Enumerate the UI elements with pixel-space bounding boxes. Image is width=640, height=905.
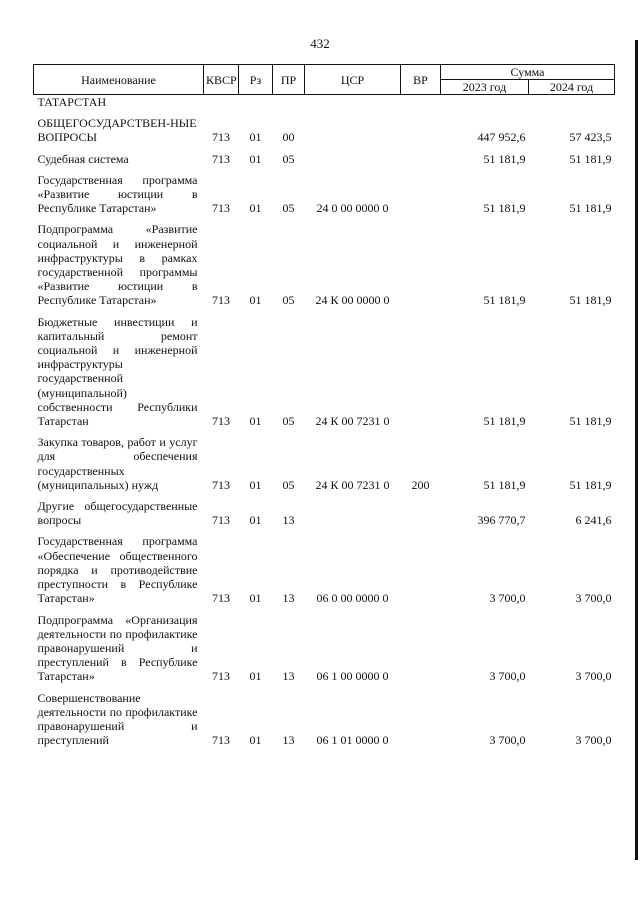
table-row [34,170,615,220]
header-sum: Сумма [441,65,615,80]
cell-rz: 01 [249,293,262,308]
cell-sum-2024: 6 241,6 [575,513,612,528]
cell-sum-2023: 3 700,0 [489,669,526,684]
table-header [34,65,615,95]
table-row [34,610,615,688]
cell-sum-2023: 447 952,6 [477,130,526,145]
cell-pr: 13 [282,513,295,528]
cell-name: Государственная программа «Развитие юстиции в Республике Татарстан» [37,172,198,216]
cell-vr [401,170,441,220]
cell-sum-2024: 3 700,0 [575,733,612,748]
header-name: Наименование [34,65,204,95]
header-pr: ПР [273,65,305,95]
header-csr: ЦСР [305,65,401,95]
cell-name: Государственная программа «Обеспечение общественного порядка и противодействие преступности в Республике Татарстан» [37,534,198,606]
cell-kvsr: 713 [212,733,230,748]
cell-sum-2024: 51 181,9 [569,477,612,492]
cell-name: Подпрограмма «Организация деятельности по профилактике правонарушений и преступлений в Республике Татарстан» [37,612,198,684]
cell-name: ТАТАРСТАН [37,95,107,109]
cell-vr [401,149,441,170]
cell-csr [305,496,401,531]
table-row [34,432,615,496]
cell-kvsr: 713 [212,151,230,166]
cell-sum-2023 [441,95,529,114]
cell-kvsr [204,95,239,114]
cell-kvsr: 713 [212,293,230,308]
cell-kvsr: 713 [212,477,230,492]
cell-pr: 05 [282,414,295,429]
cell-csr [305,113,401,148]
cell-sum-2023: 3 700,0 [489,733,526,748]
cell-rz: 01 [249,130,262,145]
cell-sum-2024: 57 423,5 [569,130,612,145]
cell-name: ОБЩЕГОСУДАРСТВЕН-НЫЕ ВОПРОСЫ [37,116,197,145]
cell-pr: 05 [282,201,295,216]
page-number: 432 [310,36,330,51]
cell-rz: 01 [249,414,262,429]
cell-sum-2023: 396 770,7 [477,513,526,528]
cell-vr [401,610,441,688]
cell-sum-2024: 3 700,0 [575,591,612,606]
cell-vr [401,312,441,433]
cell-sum-2023: 51 181,9 [483,414,526,429]
cell-sum-2024 [529,95,615,114]
cell-kvsr: 713 [212,201,230,216]
cell-vr [401,496,441,531]
cell-pr: 05 [282,477,295,492]
cell-csr: 24 К 00 0000 0 [315,293,390,308]
header-rz: Рз [239,65,273,95]
cell-pr: 00 [282,130,295,145]
table-body [34,95,615,752]
cell-csr: 24 0 00 0000 0 [316,201,389,216]
table-row [34,531,615,609]
header-vr: ВР [401,65,441,95]
cell-name: Подпрограмма «Развитие социальной и инженерной инфраструктуры в рамках государственной программы «Развитие юстиции в Республике Татарстан» [37,222,198,308]
cell-rz: 01 [249,669,262,684]
cell-name: Бюджетные инвестиции и капитальный ремонт социальной и инженерной инфраструктуры государственной (муниципальной) собственности Республики Татарстан [37,314,198,429]
cell-name: Другие общегосударственные вопросы [37,499,198,528]
cell-sum-2023: 51 181,9 [483,201,526,216]
cell-rz: 01 [249,151,262,166]
cell-rz: 01 [249,733,262,748]
cell-csr: 06 0 00 0000 0 [316,591,389,606]
cell-rz [239,95,273,114]
cell-pr: 13 [282,733,295,748]
table-row [34,219,615,311]
table-row [34,95,615,114]
cell-name: Закупка товаров, работ и услуг для обеспечения государственных (муниципальных) нужд [37,435,198,492]
cell-sum-2023: 51 181,9 [483,151,526,166]
cell-pr: 05 [282,293,295,308]
cell-csr [305,149,401,170]
table-row [34,688,615,752]
cell-kvsr: 713 [212,669,230,684]
cell-sum-2024: 51 181,9 [569,201,612,216]
cell-kvsr: 713 [212,513,230,528]
cell-csr: 06 1 01 0000 0 [316,733,389,748]
cell-csr [305,95,401,114]
cell-sum-2023: 51 181,9 [483,293,526,308]
cell-sum-2024: 51 181,9 [569,293,612,308]
budget-table [33,64,615,751]
cell-csr: 24 К 00 7231 0 [315,414,390,429]
table-row [34,149,615,170]
cell-rz: 01 [249,591,262,606]
cell-kvsr: 713 [212,414,230,429]
cell-pr: 13 [282,591,295,606]
cell-vr: 200 [411,477,430,492]
cell-vr [401,688,441,752]
cell-sum-2024: 51 181,9 [569,414,612,429]
table-row [34,312,615,433]
cell-kvsr: 713 [212,591,230,606]
header-year-2024: 2024 год [529,80,615,95]
cell-pr: 05 [282,151,295,166]
cell-rz: 01 [249,201,262,216]
cell-kvsr: 713 [212,130,230,145]
cell-name: Судебная система [37,151,129,166]
table-row [34,113,615,148]
cell-name: Совершенствование деятельности по профилактике правонарушений и преступлений [37,690,198,748]
cell-pr [273,95,305,114]
cell-pr: 13 [282,669,295,684]
table-row [34,496,615,531]
cell-sum-2024: 3 700,0 [575,669,612,684]
cell-rz: 01 [249,477,262,492]
cell-sum-2023: 51 181,9 [483,477,526,492]
scan-edge-line [635,40,638,860]
cell-rz: 01 [249,513,262,528]
cell-csr: 06 1 00 0000 0 [316,669,389,684]
header-kvsr: КВСР [204,65,239,95]
header-year-2023: 2023 год [441,80,529,95]
cell-vr [401,113,441,148]
cell-sum-2023: 3 700,0 [489,591,526,606]
cell-vr [401,219,441,311]
cell-csr: 24 К 00 7231 0 [315,477,390,492]
cell-vr [401,95,441,114]
cell-sum-2024: 51 181,9 [569,151,612,166]
cell-vr [401,531,441,609]
